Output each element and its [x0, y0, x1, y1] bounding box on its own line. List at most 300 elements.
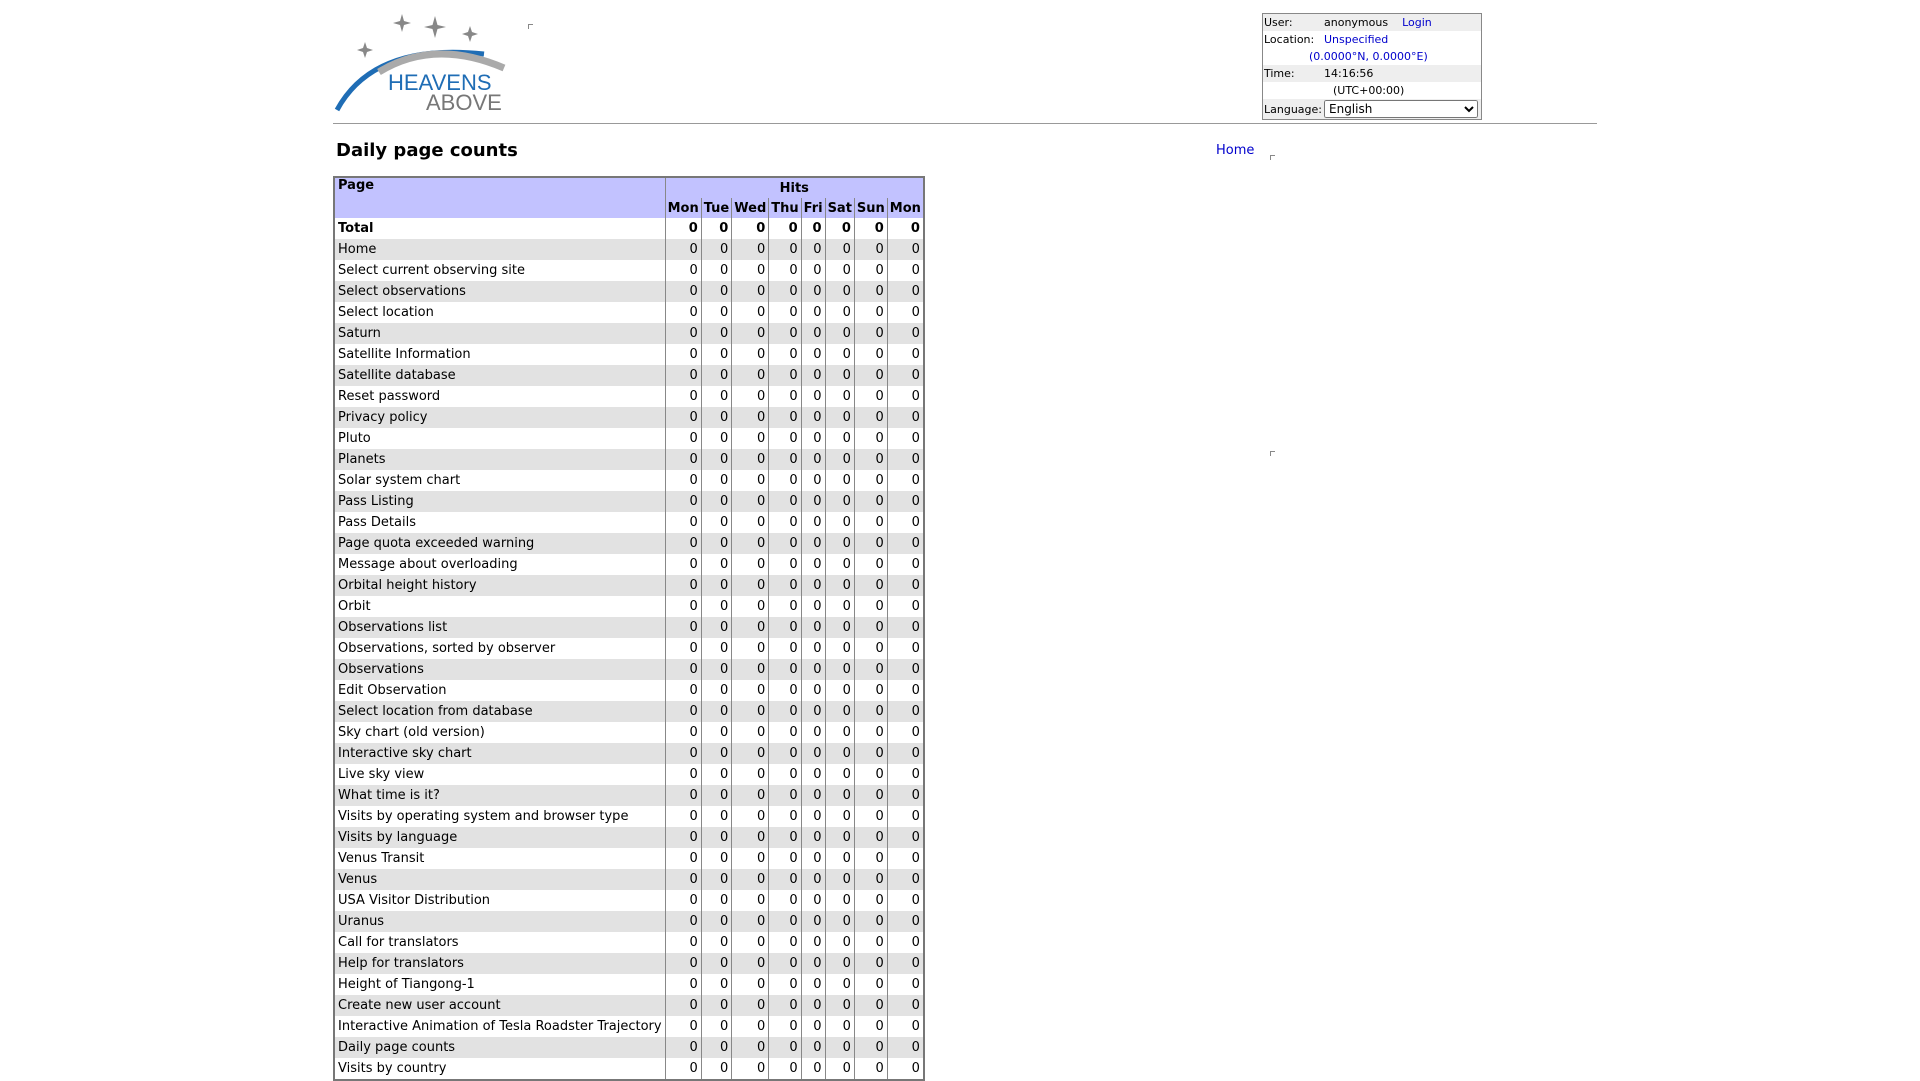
page-name-cell: Orbital height history — [334, 575, 665, 596]
hit-count-cell: 0 — [665, 785, 701, 806]
hit-count-cell: 0 — [825, 470, 854, 491]
table-row — [334, 281, 924, 302]
page-title: Daily page counts — [336, 140, 518, 161]
hit-count-cell: 0 — [825, 323, 854, 344]
hit-count-cell: 0 — [732, 953, 769, 974]
location-row — [1263, 31, 1481, 48]
hit-count-cell: 0 — [801, 806, 825, 827]
hit-count-cell: 0 — [701, 848, 732, 869]
total-row — [334, 218, 924, 239]
hit-count-cell: 0 — [801, 281, 825, 302]
logo-text-above: ABOVE — [426, 90, 502, 112]
table-row — [334, 575, 924, 596]
hit-count-cell: 0 — [825, 1016, 854, 1037]
table-row — [334, 1058, 924, 1080]
home-link[interactable]: Home — [1216, 143, 1255, 158]
hit-count-cell: 0 — [769, 617, 801, 638]
hit-count-cell: 0 — [825, 512, 854, 533]
hit-count-cell: 0 — [769, 1058, 801, 1080]
hit-count-cell: 0 — [732, 932, 769, 953]
hit-count-cell: 0 — [665, 1016, 701, 1037]
page-name-cell: Satellite database — [334, 365, 665, 386]
hit-count-cell: 0 — [854, 764, 887, 785]
hit-count-cell: 0 — [801, 722, 825, 743]
hit-count-cell: 0 — [665, 1058, 701, 1080]
hit-count-cell: 0 — [887, 932, 924, 953]
table-row — [334, 932, 924, 953]
page-name-cell: Planets — [334, 449, 665, 470]
hit-count-cell: 0 — [801, 617, 825, 638]
hit-count-cell: 0 — [732, 974, 769, 995]
hit-count-cell: 0 — [825, 302, 854, 323]
hit-count-cell: 0 — [887, 449, 924, 470]
hit-count-cell: 0 — [854, 533, 887, 554]
hit-count-cell: 0 — [732, 680, 769, 701]
table-row — [334, 323, 924, 344]
hit-count-cell: 0 — [701, 974, 732, 995]
hit-count-cell: 0 — [854, 743, 887, 764]
hit-count-cell: 0 — [825, 533, 854, 554]
hit-count-cell: 0 — [825, 932, 854, 953]
hit-count-cell: 0 — [854, 407, 887, 428]
hit-count-cell: 0 — [701, 491, 732, 512]
table-row — [334, 764, 924, 785]
logo-graphic — [334, 12, 534, 112]
page-name-cell: Orbit — [334, 596, 665, 617]
hit-count-cell: 0 — [887, 239, 924, 260]
star-icon — [462, 26, 478, 42]
hit-count-cell: 0 — [854, 701, 887, 722]
table-row — [334, 638, 924, 659]
page-name-cell: Help for translators — [334, 953, 665, 974]
hit-count-cell: 0 — [887, 344, 924, 365]
hit-count-cell: 0 — [769, 659, 801, 680]
hit-count-cell: 0 — [701, 302, 732, 323]
hit-count-cell: 0 — [825, 827, 854, 848]
hit-count-cell: 0 — [854, 785, 887, 806]
hit-count-cell: 0 — [854, 848, 887, 869]
hit-count-cell: 0 — [665, 449, 701, 470]
hit-count-cell: 0 — [887, 638, 924, 659]
hit-count-cell: 0 — [665, 260, 701, 281]
hit-count-cell: 0 — [665, 533, 701, 554]
hit-count-cell: 0 — [825, 491, 854, 512]
star-icon — [393, 14, 411, 32]
hit-count-cell: 0 — [769, 785, 801, 806]
page-name-cell: Home — [334, 239, 665, 260]
hit-count-cell: 0 — [825, 806, 854, 827]
user-row — [1263, 14, 1481, 31]
hit-count-cell: 0 — [665, 953, 701, 974]
hit-count-cell: 0 — [732, 365, 769, 386]
hit-count-cell: 0 — [732, 869, 769, 890]
hit-count-cell: 0 — [732, 1037, 769, 1058]
hit-count-cell: 0 — [665, 407, 701, 428]
hit-count-cell: 0 — [801, 1016, 825, 1037]
hit-count-cell: 0 — [732, 407, 769, 428]
hit-count-cell: 0 — [825, 575, 854, 596]
table-row — [334, 848, 924, 869]
hit-count-cell: 0 — [769, 806, 801, 827]
page-name-cell: Total — [334, 218, 665, 239]
hit-count-cell: 0 — [665, 323, 701, 344]
hit-count-cell: 0 — [854, 344, 887, 365]
page-name-cell: Visits by operating system and browser type — [334, 806, 665, 827]
hit-count-cell: 0 — [665, 491, 701, 512]
table-row — [334, 554, 924, 575]
hit-count-cell: 0 — [769, 995, 801, 1016]
hit-count-cell: 0 — [701, 953, 732, 974]
page-name-cell: Observations list — [334, 617, 665, 638]
hit-count-cell: 0 — [665, 680, 701, 701]
page-name-cell: Uranus — [334, 911, 665, 932]
hit-count-cell: 0 — [732, 806, 769, 827]
table-row — [334, 680, 924, 701]
hit-count-cell: 0 — [701, 575, 732, 596]
page-name-cell: Select current observing site — [334, 260, 665, 281]
corner-mark — [528, 24, 533, 29]
page-column-header: Page — [334, 177, 665, 218]
hit-count-cell: 0 — [665, 344, 701, 365]
hit-count-cell: 0 — [801, 449, 825, 470]
hit-count-cell: 0 — [701, 764, 732, 785]
hit-count-cell: 0 — [801, 848, 825, 869]
page-name-cell: Select observations — [334, 281, 665, 302]
hit-count-cell: 0 — [825, 869, 854, 890]
location-label: Location: — [1264, 33, 1315, 46]
hit-count-cell: 0 — [801, 743, 825, 764]
language-select[interactable] — [1324, 100, 1478, 118]
hit-count-cell: 0 — [665, 470, 701, 491]
table-row — [334, 386, 924, 407]
hit-count-cell: 0 — [665, 617, 701, 638]
hit-count-cell: 0 — [769, 953, 801, 974]
hit-count-cell: 0 — [854, 302, 887, 323]
hit-count-cell: 0 — [732, 1058, 769, 1080]
hit-count-cell: 0 — [887, 596, 924, 617]
hit-count-cell: 0 — [732, 827, 769, 848]
table-row — [334, 743, 924, 764]
hit-count-cell: 0 — [801, 323, 825, 344]
table-row — [334, 974, 924, 995]
hit-count-cell: 0 — [801, 764, 825, 785]
table-row — [334, 869, 924, 890]
hit-count-cell: 0 — [665, 596, 701, 617]
hit-count-cell: 0 — [825, 365, 854, 386]
utc-offset-row — [1263, 82, 1481, 99]
hit-count-cell: 0 — [854, 974, 887, 995]
hit-count-cell: 0 — [769, 743, 801, 764]
hit-count-cell: 0 — [887, 743, 924, 764]
hit-count-cell: 0 — [825, 764, 854, 785]
hit-count-cell: 0 — [887, 785, 924, 806]
hit-count-cell: 0 — [887, 281, 924, 302]
hit-count-cell: 0 — [801, 491, 825, 512]
language-row — [1263, 99, 1481, 119]
page-name-cell: Pass Details — [334, 512, 665, 533]
hit-count-cell: 0 — [701, 806, 732, 827]
hit-count-cell: 0 — [701, 701, 732, 722]
hit-count-cell: 0 — [701, 407, 732, 428]
hit-count-cell: 0 — [854, 596, 887, 617]
hit-count-cell: 0 — [665, 281, 701, 302]
hit-count-cell: 0 — [887, 1058, 924, 1080]
table-row — [334, 365, 924, 386]
table-row — [334, 449, 924, 470]
hit-count-cell: 0 — [701, 218, 732, 239]
hit-count-cell: 0 — [825, 659, 854, 680]
table-row — [334, 470, 924, 491]
table-header-row — [334, 177, 924, 198]
hit-count-cell: 0 — [887, 365, 924, 386]
hit-count-cell: 0 — [769, 302, 801, 323]
hit-count-cell: 0 — [665, 848, 701, 869]
hit-count-cell: 0 — [825, 407, 854, 428]
hit-count-cell: 0 — [769, 533, 801, 554]
hit-count-cell: 0 — [887, 617, 924, 638]
hit-count-cell: 0 — [732, 911, 769, 932]
hit-count-cell: 0 — [769, 365, 801, 386]
table-row — [334, 428, 924, 449]
hit-count-cell: 0 — [701, 743, 732, 764]
hit-count-cell: 0 — [801, 365, 825, 386]
hit-count-cell: 0 — [665, 365, 701, 386]
hit-count-cell: 0 — [825, 974, 854, 995]
hit-count-cell: 0 — [701, 1016, 732, 1037]
page-name-cell: Visits by language — [334, 827, 665, 848]
hit-count-cell: 0 — [665, 743, 701, 764]
table-row — [334, 512, 924, 533]
coordinates-link[interactable]: (0.0000°N, 0.0000°E) — [1309, 50, 1428, 63]
hit-count-cell: 0 — [801, 1058, 825, 1080]
hit-count-cell: 0 — [887, 764, 924, 785]
table-row — [334, 1037, 924, 1058]
hit-count-cell: 0 — [665, 428, 701, 449]
hit-count-cell: 0 — [665, 218, 701, 239]
hit-count-cell: 0 — [854, 218, 887, 239]
hit-count-cell: 0 — [887, 512, 924, 533]
hit-count-cell: 0 — [769, 428, 801, 449]
hit-count-cell: 0 — [732, 743, 769, 764]
hit-count-cell: 0 — [825, 596, 854, 617]
table-row — [334, 491, 924, 512]
hit-count-cell: 0 — [769, 449, 801, 470]
hit-count-cell: 0 — [769, 470, 801, 491]
hit-count-cell: 0 — [769, 218, 801, 239]
hit-count-cell: 0 — [887, 1016, 924, 1037]
hit-count-cell: 0 — [854, 1058, 887, 1080]
hit-count-cell: 0 — [854, 491, 887, 512]
user-info-box — [1262, 13, 1482, 120]
hit-count-cell: 0 — [801, 1037, 825, 1058]
hit-count-cell: 0 — [769, 554, 801, 575]
hit-count-cell: 0 — [801, 659, 825, 680]
hit-count-cell: 0 — [887, 680, 924, 701]
hit-count-cell: 0 — [732, 218, 769, 239]
hit-count-cell: 0 — [854, 281, 887, 302]
hit-count-cell: 0 — [732, 491, 769, 512]
hit-count-cell: 0 — [825, 701, 854, 722]
hit-count-cell: 0 — [665, 575, 701, 596]
coordinates-row — [1263, 48, 1481, 65]
login-link[interactable]: Login — [1402, 16, 1432, 29]
hit-count-cell: 0 — [769, 680, 801, 701]
hit-count-cell: 0 — [732, 659, 769, 680]
page-name-cell: Solar system chart — [334, 470, 665, 491]
page-name-cell: Select location from database — [334, 701, 665, 722]
hit-count-cell: 0 — [769, 407, 801, 428]
table-row — [334, 827, 924, 848]
hit-count-cell: 0 — [732, 512, 769, 533]
hit-count-cell: 0 — [801, 344, 825, 365]
hit-count-cell: 0 — [854, 1037, 887, 1058]
hit-count-cell: 0 — [825, 218, 854, 239]
table-row — [334, 890, 924, 911]
hit-count-cell: 0 — [801, 428, 825, 449]
hit-count-cell: 0 — [665, 827, 701, 848]
table-row — [334, 722, 924, 743]
hit-count-cell: 0 — [732, 596, 769, 617]
hit-count-cell: 0 — [732, 260, 769, 281]
hit-count-cell: 0 — [701, 911, 732, 932]
hit-count-cell: 0 — [732, 575, 769, 596]
hit-count-cell: 0 — [887, 974, 924, 995]
hit-count-cell: 0 — [801, 386, 825, 407]
hit-count-cell: 0 — [701, 344, 732, 365]
hit-count-cell: 0 — [854, 1016, 887, 1037]
location-link[interactable]: Unspecified — [1324, 33, 1389, 46]
hit-count-cell: 0 — [701, 260, 732, 281]
hit-count-cell: 0 — [825, 260, 854, 281]
hit-count-cell: 0 — [769, 890, 801, 911]
hit-count-cell: 0 — [769, 491, 801, 512]
hit-count-cell: 0 — [801, 911, 825, 932]
hit-count-cell: 0 — [769, 827, 801, 848]
hit-count-cell: 0 — [887, 806, 924, 827]
hit-count-cell: 0 — [801, 533, 825, 554]
hit-count-cell: 0 — [801, 932, 825, 953]
time-value: 14:16:56 — [1324, 67, 1374, 80]
hit-count-cell: 0 — [801, 638, 825, 659]
hit-count-cell: 0 — [825, 680, 854, 701]
hit-count-cell: 0 — [665, 995, 701, 1016]
hit-count-cell: 0 — [769, 1037, 801, 1058]
hit-count-cell: 0 — [854, 239, 887, 260]
hit-count-cell: 0 — [665, 722, 701, 743]
day-column-header: Sun — [854, 198, 887, 218]
time-row — [1263, 65, 1481, 82]
hit-count-cell: 0 — [854, 323, 887, 344]
hit-count-cell: 0 — [769, 911, 801, 932]
hit-count-cell: 0 — [732, 1016, 769, 1037]
hit-count-cell: 0 — [801, 260, 825, 281]
hit-count-cell: 0 — [701, 932, 732, 953]
hit-count-cell: 0 — [769, 869, 801, 890]
hit-count-cell: 0 — [854, 869, 887, 890]
hit-count-cell: 0 — [701, 785, 732, 806]
hit-count-cell: 0 — [854, 722, 887, 743]
language-label: Language: — [1264, 102, 1322, 116]
hit-count-cell: 0 — [887, 491, 924, 512]
day-column-header: Sat — [825, 198, 854, 218]
hit-count-cell: 0 — [732, 323, 769, 344]
hit-count-cell: 0 — [801, 218, 825, 239]
page-name-cell: Daily page counts — [334, 1037, 665, 1058]
hit-count-cell: 0 — [801, 680, 825, 701]
page-name-cell: Observations, sorted by observer — [334, 638, 665, 659]
hit-count-cell: 0 — [701, 386, 732, 407]
hit-count-cell: 0 — [887, 890, 924, 911]
hit-count-cell: 0 — [854, 659, 887, 680]
hit-count-cell: 0 — [801, 512, 825, 533]
hit-count-cell: 0 — [825, 1037, 854, 1058]
hit-count-cell: 0 — [665, 932, 701, 953]
hit-count-cell: 0 — [732, 449, 769, 470]
hit-count-cell: 0 — [801, 869, 825, 890]
hits-column-header: Hits — [665, 177, 924, 198]
hit-count-cell: 0 — [665, 659, 701, 680]
star-icon — [357, 42, 373, 58]
hit-count-cell: 0 — [887, 869, 924, 890]
hit-count-cell: 0 — [887, 407, 924, 428]
hit-count-cell: 0 — [701, 512, 732, 533]
utc-offset: (UTC+00:00) — [1333, 84, 1405, 97]
hit-count-cell: 0 — [701, 617, 732, 638]
hit-count-cell: 0 — [665, 512, 701, 533]
page-name-cell: What time is it? — [334, 785, 665, 806]
hit-count-cell: 0 — [769, 848, 801, 869]
table-row — [334, 785, 924, 806]
hit-count-cell: 0 — [801, 575, 825, 596]
table-row — [334, 596, 924, 617]
page-name-cell: Observations — [334, 659, 665, 680]
hit-count-cell: 0 — [825, 449, 854, 470]
hit-count-cell: 0 — [665, 239, 701, 260]
hit-count-cell: 0 — [769, 239, 801, 260]
hit-count-cell: 0 — [854, 932, 887, 953]
page-name-cell: Live sky view — [334, 764, 665, 785]
hit-count-cell: 0 — [801, 953, 825, 974]
hit-count-cell: 0 — [769, 386, 801, 407]
hit-count-cell: 0 — [825, 281, 854, 302]
hit-count-cell: 0 — [854, 575, 887, 596]
hit-count-cell: 0 — [887, 827, 924, 848]
page-name-cell: Privacy policy — [334, 407, 665, 428]
hit-count-cell: 0 — [769, 974, 801, 995]
hit-count-cell: 0 — [732, 428, 769, 449]
table-row — [334, 659, 924, 680]
table-row — [334, 1016, 924, 1037]
hit-count-cell: 0 — [701, 827, 732, 848]
hit-count-cell: 0 — [701, 365, 732, 386]
hit-count-cell: 0 — [732, 617, 769, 638]
hit-count-cell: 0 — [854, 470, 887, 491]
hit-count-cell: 0 — [701, 239, 732, 260]
user-value: anonymous — [1324, 16, 1389, 29]
hit-count-cell: 0 — [701, 470, 732, 491]
table-row — [334, 806, 924, 827]
heavens-above-logo[interactable] — [334, 12, 534, 112]
hit-count-cell: 0 — [732, 722, 769, 743]
page-name-cell: Pass Listing — [334, 491, 665, 512]
table-row — [334, 302, 924, 323]
hit-count-cell: 0 — [701, 596, 732, 617]
hit-count-cell: 0 — [825, 953, 854, 974]
hit-count-cell: 0 — [887, 659, 924, 680]
hit-count-cell: 0 — [665, 911, 701, 932]
hit-count-cell: 0 — [801, 827, 825, 848]
page-name-cell: Edit Observation — [334, 680, 665, 701]
